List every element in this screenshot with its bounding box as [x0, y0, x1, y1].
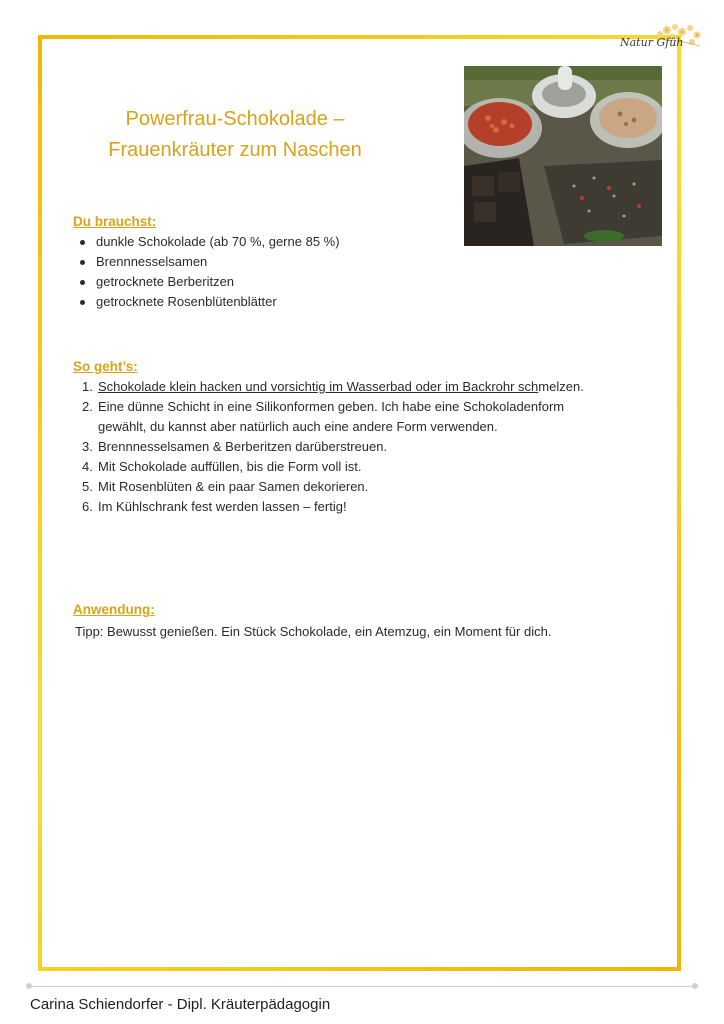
logo — [612, 20, 704, 72]
list-item — [78, 497, 598, 517]
footer-credit: Carina Schiendorfer - Dipl. Kräuterpädagogin — [30, 996, 331, 1013]
list-item: getrocknete Berberitzen — [76, 272, 340, 292]
step-text: Mit Rosenblüten & ein paar Samen dekorieren. — [98, 479, 369, 494]
chocolate-herbs-photo-icon — [464, 66, 662, 246]
step-number: 1. — [82, 379, 93, 394]
step-number: 6. — [82, 499, 93, 514]
title-line-1: Powerfrau-Schokolade – — [125, 108, 345, 130]
list-item — [78, 457, 598, 477]
step-text: Mit Schokolade auffüllen, bis die Form voll ist. — [98, 459, 362, 474]
step-text: Im Kühlschrank fest werden lassen – fertig! — [98, 499, 347, 514]
list-item: dunkle Schokolade (ab 70 %, gerne 85 %) — [76, 232, 340, 252]
logo-text: Natur Gfüh — [620, 36, 684, 49]
usage-tip: Tipp: Bewusst genießen. Ein Stück Schokolade, ein Atemzug, ein Moment für dich. — [75, 624, 552, 639]
recipe-photo — [464, 66, 662, 246]
step-text: Brennnesselsamen & Berberitzen darüberstreuen. — [98, 439, 388, 454]
footer-divider-dot — [26, 983, 32, 989]
footer-divider — [28, 986, 696, 987]
list-item — [78, 397, 598, 437]
list-item — [78, 477, 598, 497]
page-title — [60, 104, 410, 166]
ingredients-heading: Du brauchst: — [73, 214, 157, 229]
steps-heading: So geht’s: — [73, 359, 138, 374]
ingredients-list — [76, 232, 340, 312]
footer-divider-dot — [692, 983, 698, 989]
steps-list — [78, 377, 598, 517]
step-number: 2. — [82, 399, 93, 414]
step-number: 4. — [82, 459, 93, 474]
usage-heading: Anwendung: — [73, 602, 155, 617]
list-item: getrocknete Rosenblütenblätter — [76, 292, 340, 312]
step-text-underlined: Schokolade klein hacken und vorsichtig im Wasserbad oder im Backrohr sch — [98, 379, 539, 394]
list-item — [78, 437, 598, 457]
list-item: Brennnesselsamen — [76, 252, 340, 272]
list-item — [78, 377, 598, 397]
step-number: 3. — [82, 439, 93, 454]
step-number: 5. — [82, 479, 93, 494]
step-text: Eine dünne Schicht in eine Silikonformen geben. Ich habe eine Schokoladenform gewählt, du kannst aber natürlich auch eine andere Form verwenden. — [98, 399, 565, 434]
title-line-2: Frauenkräuter zum Naschen — [108, 139, 362, 161]
step-text: melzen. — [538, 379, 584, 394]
